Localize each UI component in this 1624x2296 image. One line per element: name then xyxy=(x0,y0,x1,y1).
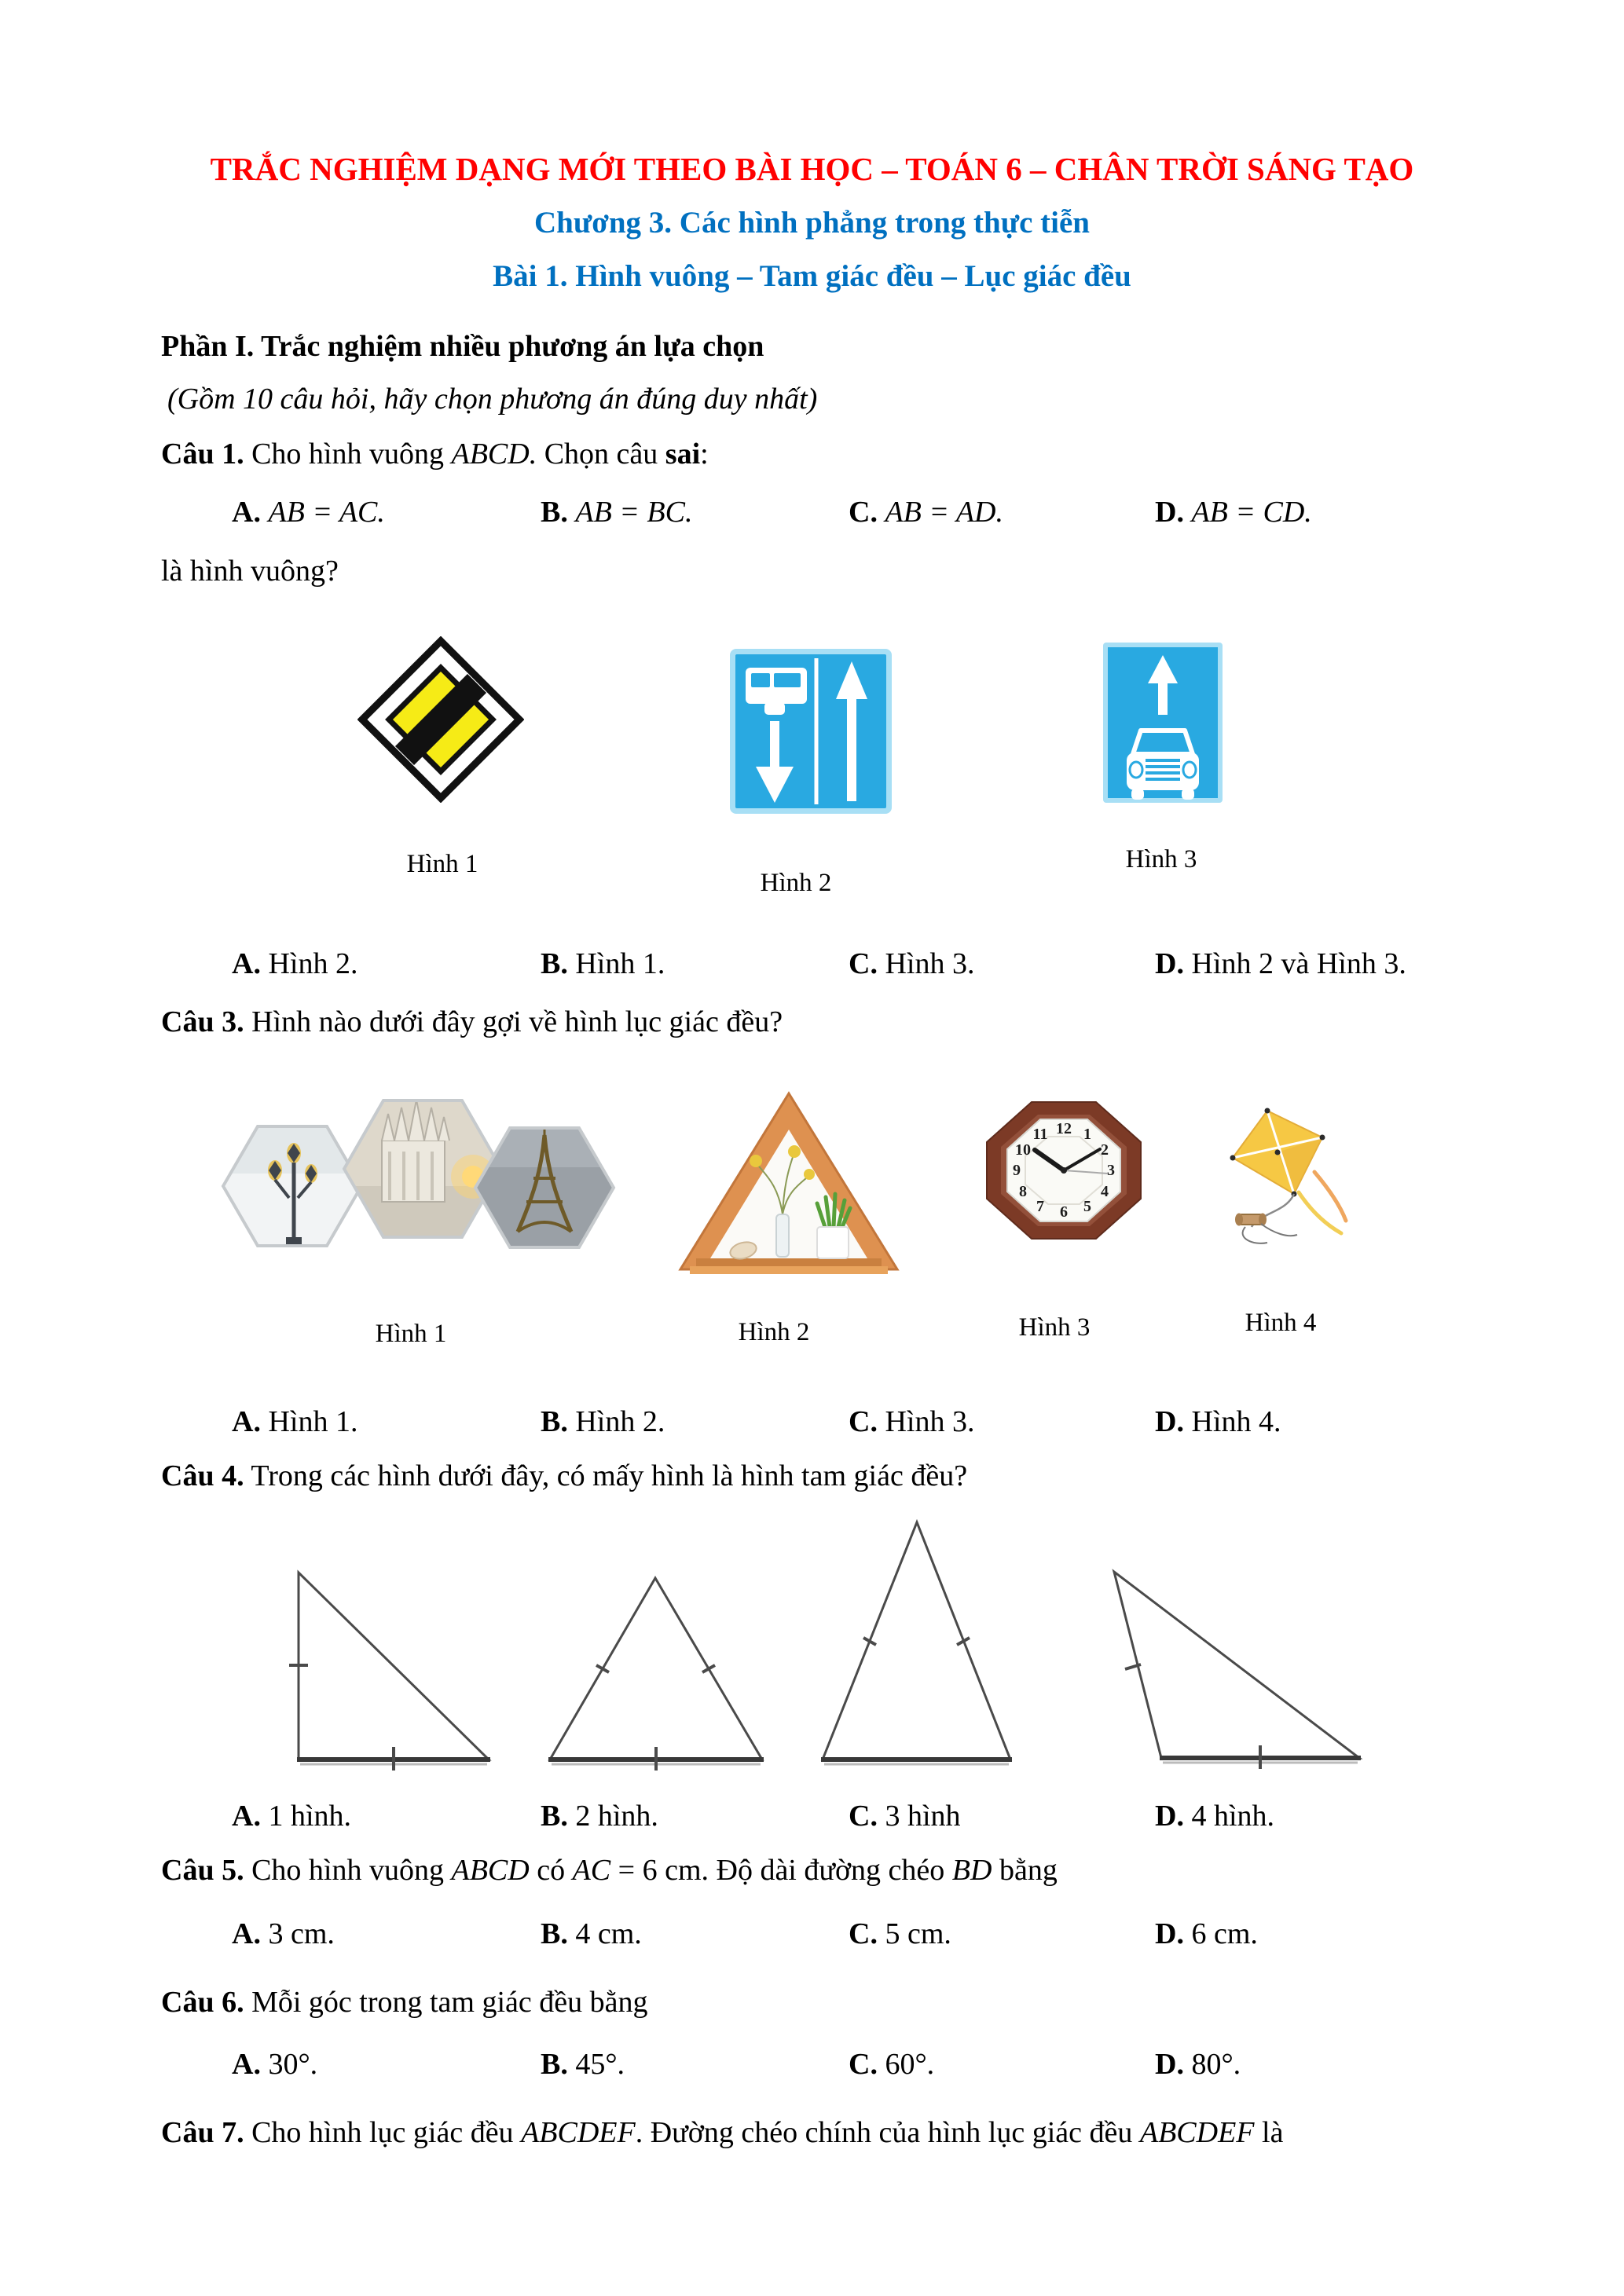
question-7-text: Câu 7. Cho hình lục giác đều ABCDEF. Đường chéo chính của hình lục giác đều ABCDEF là xyxy=(161,2116,1284,2149)
page-title: TRẮC NGHIỆM DẠNG MỚI THEO BÀI HỌC – TOÁN 6 – CHÂN TRỜI SÁNG TẠO xyxy=(210,151,1414,187)
triangles-diagram-icon xyxy=(283,1516,1375,1775)
lesson-heading: Bài 1. Hình vuông – Tam giác đều – Lục giác đều xyxy=(493,259,1131,293)
clock-icon xyxy=(974,1093,1153,1254)
q4-option-b: B. 2 hình. xyxy=(541,1800,658,1833)
q5-option-c: C. 5 cm. xyxy=(849,1917,951,1950)
math-abcd: ABCD. xyxy=(451,438,537,471)
svg-text:8: 8 xyxy=(1019,1183,1027,1200)
q2-options xyxy=(0,947,1624,987)
cathedral-hexagon-icon xyxy=(344,1100,501,1237)
q6-options xyxy=(0,2047,1624,2088)
svg-text:11: 11 xyxy=(1032,1126,1048,1143)
triangle-4 xyxy=(1114,1572,1359,1758)
q3-option-b: B. Hình 2. xyxy=(541,1405,665,1438)
q5-option-b: B. 4 cm. xyxy=(541,1917,642,1950)
question-4-text: Câu 4. Trong các hình dưới đây, có mấy hình là hình tam giác đều? xyxy=(161,1459,968,1492)
kite-figure xyxy=(1222,1100,1379,1261)
hexagon-frames-figure xyxy=(220,1068,617,1265)
lamp-hexagon-icon xyxy=(223,1126,361,1247)
svg-text:7: 7 xyxy=(1036,1198,1044,1215)
question-1-text: Câu 1. Cho hình vuông ABCD. Chọn câu sai: xyxy=(161,438,709,471)
part1-heading: Phần I. Trắc nghiệm nhiều phương án lựa chọn xyxy=(161,330,764,363)
vase-icon xyxy=(776,1214,789,1257)
question-6-text: Câu 6. Mỗi góc trong tam giác đều bằng xyxy=(161,1986,648,2019)
question-5-text: Câu 5. Cho hình vuông ABCD có AC = 6 cm. Độ dài đường chéo BD bằng xyxy=(161,1854,1058,1887)
q2-option-b: B. Hình 1. xyxy=(541,947,665,980)
q5-option-d: D. 6 cm. xyxy=(1155,1917,1258,1950)
svg-text:4: 4 xyxy=(1101,1183,1109,1200)
sign-motor-vehicles-figure xyxy=(1103,643,1223,803)
triangle-1 xyxy=(299,1573,489,1760)
q3-option-d: D. Hình 4. xyxy=(1155,1405,1281,1438)
q3-option-a: A. Hình 1. xyxy=(232,1405,358,1438)
q4-options xyxy=(0,1799,1624,1840)
svg-text:12: 12 xyxy=(1056,1120,1072,1137)
q1-option-c: C. AB = AD. xyxy=(849,496,1003,529)
pot-icon xyxy=(817,1227,849,1258)
sign-lane-direction-figure xyxy=(730,649,892,814)
svg-text:9: 9 xyxy=(1013,1162,1021,1179)
q6-option-c: C. 60°. xyxy=(849,2048,935,2081)
question-7-label: Câu 7. xyxy=(161,2116,244,2149)
question-1-label: Câu 1. xyxy=(161,438,244,471)
q5-options xyxy=(0,1917,1624,1957)
q1-options xyxy=(0,495,1624,536)
kite-ribbon-orange xyxy=(1314,1172,1346,1221)
svg-text:3: 3 xyxy=(1107,1162,1115,1179)
q4-option-c: C. 3 hình xyxy=(849,1800,961,1833)
q1-option-b: B. AB = BC. xyxy=(541,496,693,529)
svg-text:5: 5 xyxy=(1083,1198,1091,1215)
q4-option-a: A. 1 hình. xyxy=(232,1800,352,1833)
q2-option-d: D. Hình 2 và Hình 3. xyxy=(1155,947,1406,980)
photo-caption-1: Hình 1 xyxy=(375,1320,447,1348)
photo-caption-2: Hình 2 xyxy=(738,1318,810,1346)
q5-option-a: A. 3 cm. xyxy=(232,1917,335,1950)
question-5-label: Câu 5. xyxy=(161,1854,244,1887)
chapter-heading: Chương 3. Các hình phẳng trong thực tiễn xyxy=(534,206,1090,240)
svg-text:10: 10 xyxy=(1015,1141,1031,1159)
question-2-fragment: là hình vuông? xyxy=(161,555,339,588)
diamond-sign-icon xyxy=(357,636,524,803)
q6-option-b: B. 45°. xyxy=(541,2048,625,2081)
kite-icon xyxy=(1222,1100,1379,1261)
question-6-label: Câu 6. xyxy=(161,1986,244,2019)
q1-option-d: D. AB = CD. xyxy=(1155,496,1312,529)
svg-text:1: 1 xyxy=(1083,1126,1091,1143)
down-arrow-icon xyxy=(770,721,779,770)
q6-option-d: D. 80°. xyxy=(1155,2048,1241,2081)
q2-option-a: A. Hình 2. xyxy=(232,947,358,980)
question-3-label: Câu 3. xyxy=(161,1005,244,1038)
triangles-figure xyxy=(283,1516,1375,1775)
octagon-clock-figure xyxy=(974,1093,1153,1254)
triangle-shelf-icon xyxy=(676,1089,902,1277)
triangle-3 xyxy=(823,1522,1010,1760)
eiffel-hexagon-icon xyxy=(475,1122,614,1248)
car-icon xyxy=(1133,731,1193,754)
sign-caption-1: Hình 1 xyxy=(406,850,478,878)
question-3-text: Câu 3. Hình nào dưới đây gợi về hình lục giác đều? xyxy=(161,1005,783,1038)
triangle-2 xyxy=(550,1578,762,1760)
sign-end-of-priority-figure xyxy=(357,636,524,803)
triangle-shelf-figure xyxy=(676,1089,902,1277)
q2-option-c: C. Hình 3. xyxy=(849,947,975,980)
car-sign-icon xyxy=(1103,643,1223,803)
q1-option-a: A. AB = AC. xyxy=(232,496,385,529)
sign-caption-2: Hình 2 xyxy=(760,869,832,897)
sign-caption-3: Hình 3 xyxy=(1125,845,1197,873)
q4-option-d: D. 4 hình. xyxy=(1155,1800,1275,1833)
part1-note: (Gồm 10 câu hỏi, hãy chọn phương án đúng duy nhất) xyxy=(167,383,818,416)
hexagon-photos-icon xyxy=(220,1068,617,1265)
svg-text:2: 2 xyxy=(1101,1141,1109,1159)
photo-caption-3: Hình 3 xyxy=(1018,1313,1091,1342)
q3-options xyxy=(0,1404,1624,1445)
question-4-label: Câu 4. xyxy=(161,1459,244,1492)
photo-caption-4: Hình 4 xyxy=(1245,1309,1317,1337)
lane-sign-icon xyxy=(730,649,892,814)
q6-option-a: A. 30°. xyxy=(232,2048,318,2081)
svg-text:6: 6 xyxy=(1060,1203,1068,1221)
q3-option-c: C. Hình 3. xyxy=(849,1405,975,1438)
